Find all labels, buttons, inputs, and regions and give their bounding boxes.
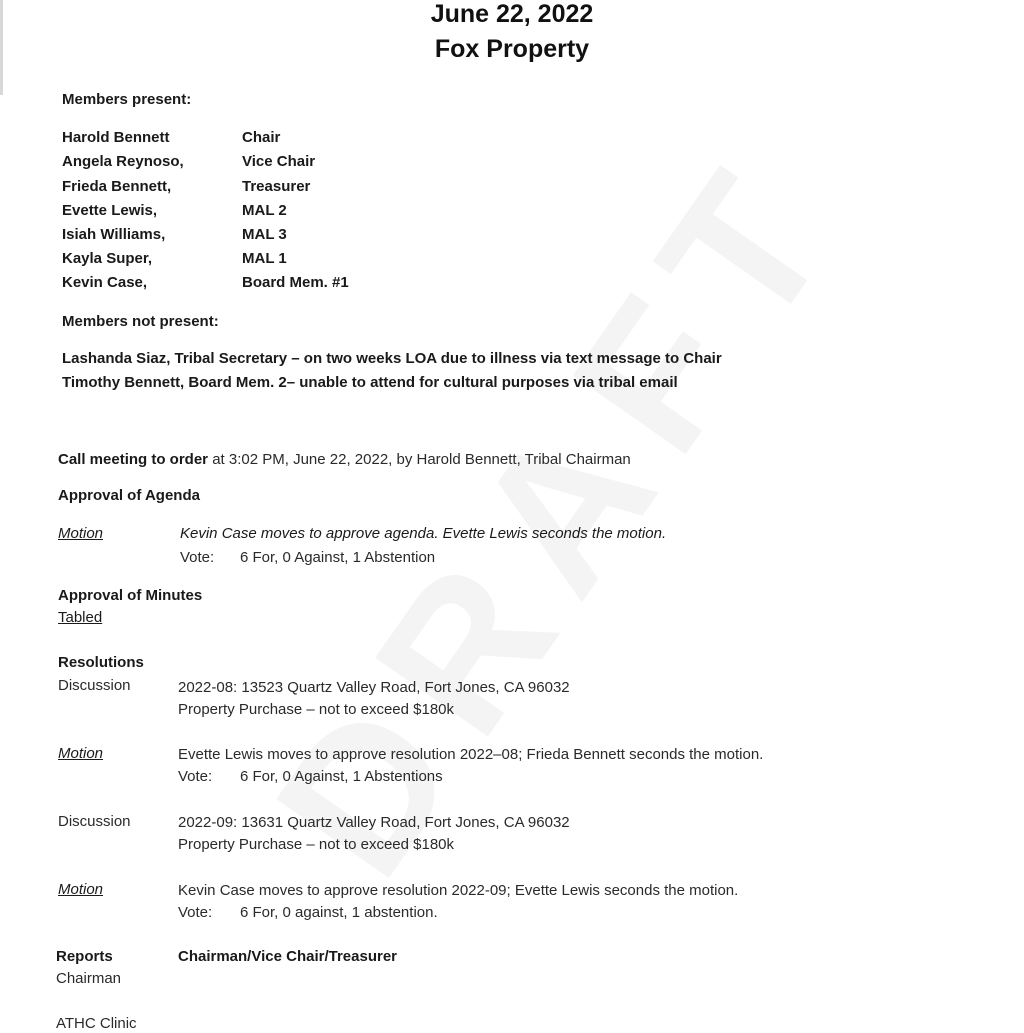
absence-line: Lashanda Siaz, Tribal Secretary – on two weeks LOA due to illness via text message to Chair: [62, 350, 722, 367]
member-name: Evette Lewis,: [62, 202, 158, 219]
motion-text: Kevin Case moves to approve resolution 2022-09; Evette Lewis seconds the motion.: [178, 882, 739, 899]
member-name: Kayla Super,: [62, 250, 153, 267]
discussion-line: 2022-08: 13523 Quartz Valley Road, Fort Jones, CA 96032: [178, 679, 570, 696]
members-not-present-heading: Members not present:: [62, 313, 219, 330]
meeting-location: Fox Property: [434, 35, 590, 63]
vote-text: 6 For, 0 against, 1 abstention.: [240, 904, 438, 921]
member-role: MAL 1: [242, 250, 287, 267]
motion-label: Motion: [58, 745, 104, 762]
meeting-date: June 22, 2022: [430, 0, 594, 28]
reports-subheading: Chairman/Vice Chair/Treasurer: [178, 948, 397, 965]
member-name: Harold Bennett: [62, 129, 170, 146]
discussion-line: 2022-09: 13631 Quartz Valley Road, Fort Jones, CA 96032: [178, 814, 570, 831]
call-to-order-text: at 3:02 PM, June 22, 2022, by Harold Bennett, Tribal Chairman: [208, 451, 631, 468]
call-to-order: [58, 451, 631, 469]
vote-text: 6 For, 0 Against, 1 Abstentions: [240, 768, 443, 785]
agenda-vote-label: Vote:: [180, 549, 215, 566]
member-role: MAL 2: [242, 202, 287, 219]
agenda-motion-label: Motion: [58, 525, 104, 542]
member-role: MAL 3: [242, 226, 287, 243]
member-role: Treasurer: [242, 178, 311, 195]
vote-label: Vote:: [178, 904, 213, 921]
agenda-heading: Approval of Agenda: [58, 487, 200, 504]
discussion-label: Discussion: [58, 677, 131, 694]
member-role: Board Mem. #1: [242, 274, 349, 291]
reports-heading: Reports: [56, 948, 113, 965]
member-name: Kevin Case,: [62, 274, 148, 291]
vote-label: Vote:: [178, 768, 213, 785]
agenda-motion-text: Kevin Case moves to approve agenda. Evette Lewis seconds the motion.: [180, 525, 667, 542]
discussion-label: Discussion: [58, 813, 131, 830]
member-name: Angela Reynoso,: [62, 153, 184, 170]
motion-label: Motion: [58, 881, 104, 898]
discussion-line: Property Purchase – not to exceed $180k: [178, 836, 455, 853]
motion-text: Evette Lewis moves to approve resolution 2022–08; Frieda Bennett seconds the motion.: [178, 746, 764, 763]
absence-line: Timothy Bennett, Board Mem. 2– unable to attend for cultural purposes via tribal email: [62, 374, 678, 391]
discussion-line: Property Purchase – not to exceed $180k: [178, 701, 455, 718]
draft-watermark: [231, 113, 890, 917]
minutes-status: Tabled: [58, 609, 103, 626]
agenda-vote-text: 6 For, 0 Against, 1 Abstention: [240, 549, 436, 566]
member-name: Frieda Bennett,: [62, 178, 172, 195]
minutes-heading: Approval of Minutes: [58, 587, 203, 604]
members-present-heading: Members present:: [62, 91, 192, 108]
resolutions-heading: Resolutions: [58, 654, 144, 671]
member-role: Vice Chair: [242, 153, 316, 170]
member-role: Chair: [242, 129, 281, 146]
report-item-clinic: ATHC Clinic: [56, 1015, 137, 1032]
member-name: Isiah Williams,: [62, 226, 166, 243]
call-to-order-label: Call meeting to order: [58, 451, 209, 468]
report-item-chairman: Chairman: [56, 970, 122, 987]
